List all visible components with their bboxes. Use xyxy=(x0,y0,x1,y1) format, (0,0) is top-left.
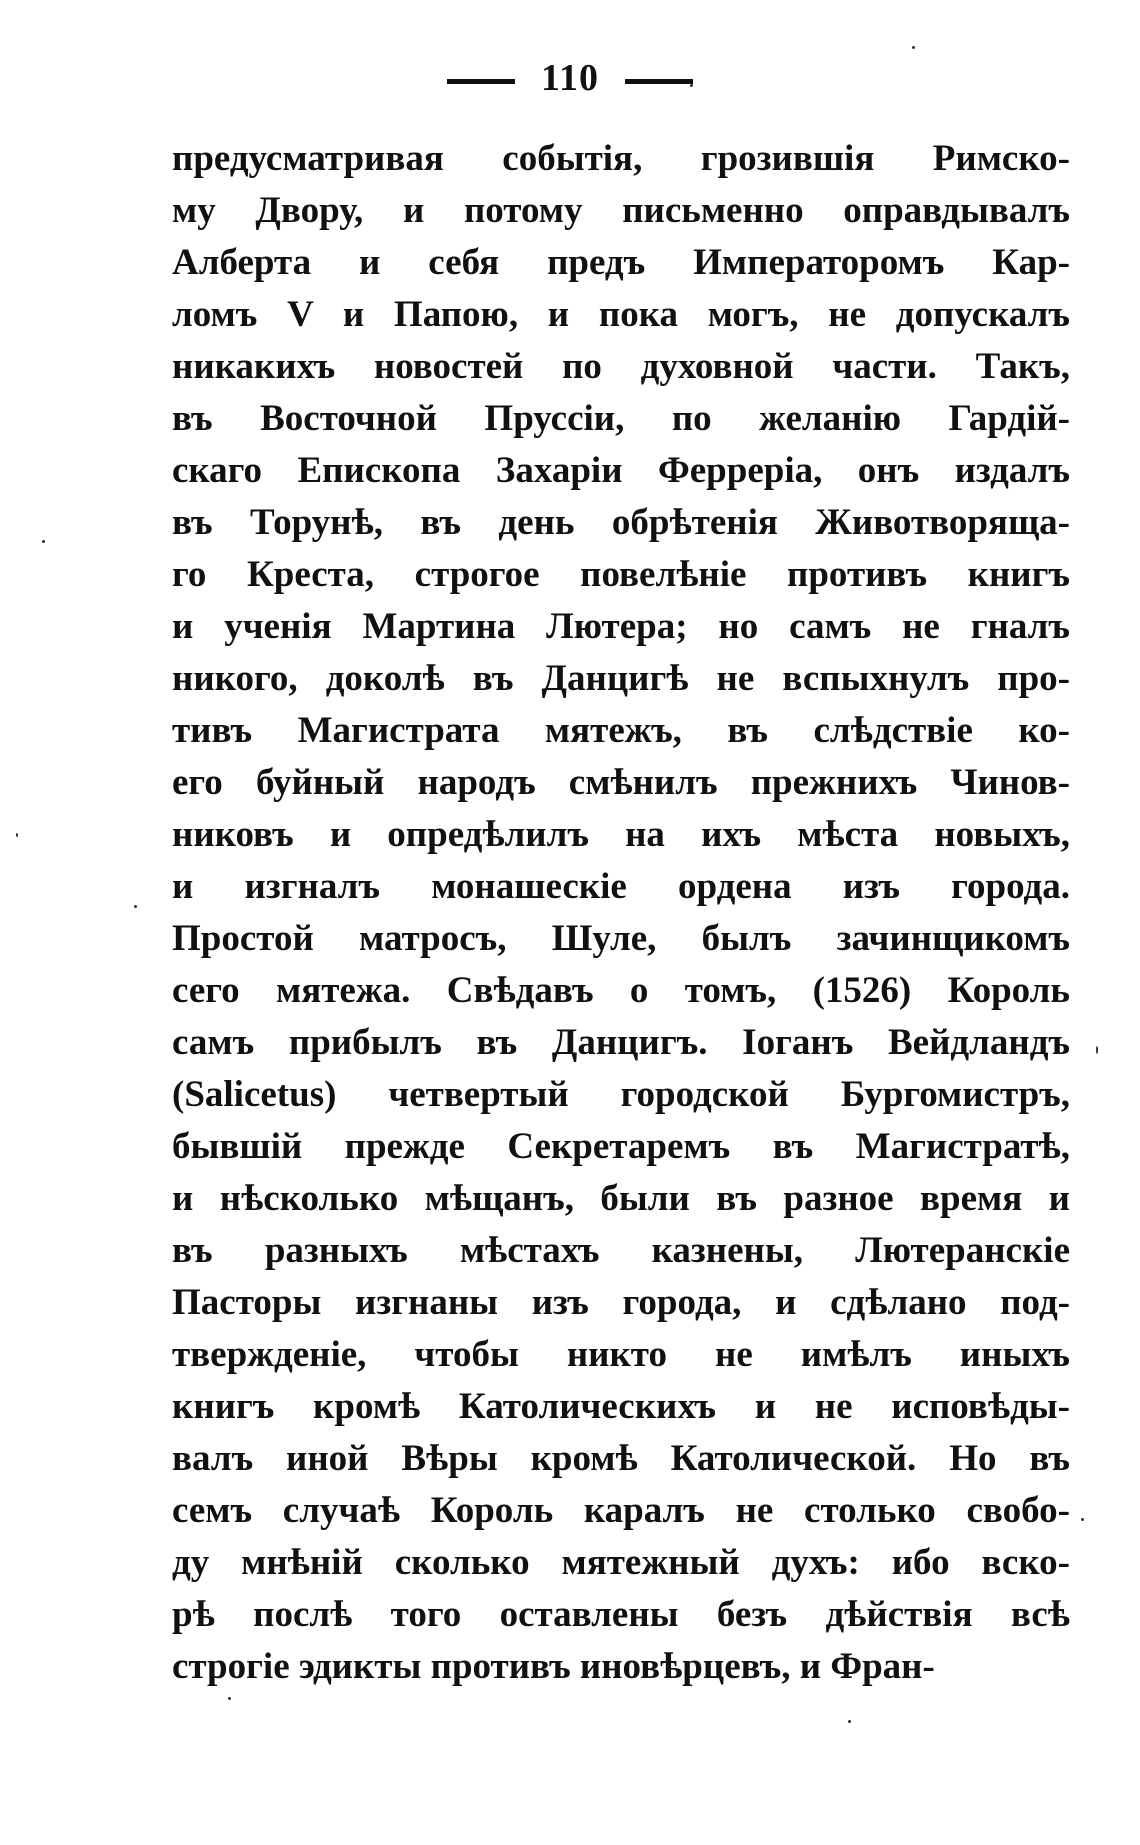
text-line: его буйный народъ смѣнилъ прежнихъ Чинов- xyxy=(172,762,1070,803)
text-line: самъ прибылъ въ Данцигъ. Іоганъ Вейдландъ xyxy=(172,1022,1070,1063)
text-line: книгъ кромѣ Католическихъ и не исповѣды- xyxy=(172,1386,1070,1427)
scan-speck xyxy=(134,905,137,908)
text-line: семъ случаѣ Король каралъ не столько свобо- xyxy=(172,1490,1070,1531)
scan-speck xyxy=(42,540,45,543)
text-line: и нѣсколько мѣщанъ, были въ разное время и xyxy=(172,1178,1070,1219)
text-line: никакихъ новостей по духовной части. Такъ, xyxy=(172,346,1070,387)
scan-speck xyxy=(1096,1046,1098,1054)
text-line: (Salicetus) четвертый городской Бургомистръ, xyxy=(172,1074,1070,1115)
text-line: въ Восточной Пруссіи, по желанію Гардій- xyxy=(172,398,1070,439)
header-dash-left xyxy=(447,79,515,84)
text-line: никого, доколѣ въ Данцигѣ не вспыхнулъ про- xyxy=(172,658,1070,699)
text-line: го Креста, строгое повелѣніе противъ книгъ xyxy=(172,554,1070,595)
text-line: скаго Епископа Захаріи Ферреріа, онъ издалъ xyxy=(172,450,1070,491)
text-line: и изгналъ монашескіе ордена изъ города. xyxy=(172,866,1070,907)
text-line: въ разныхъ мѣстахъ казнены, Лютеранскіе xyxy=(172,1230,1070,1271)
text-line: Алберта и себя предъ Императоромъ Кар- xyxy=(172,242,1070,283)
scan-speck xyxy=(1081,1518,1084,1521)
header-dash-right xyxy=(625,79,693,84)
text-line: ломъ V и Папою, и пока могъ, не допускалъ xyxy=(172,294,1070,335)
text-line: Простой матросъ, Шуле, былъ зачинщикомъ xyxy=(172,918,1070,959)
scan-speck xyxy=(16,833,18,837)
text-line: и ученія Мартина Лютера; но самъ не гналъ xyxy=(172,606,1070,647)
text-line: ду мнѣній сколько мятежный духъ: ибо вско- xyxy=(172,1542,1070,1583)
scan-speck xyxy=(848,1720,851,1723)
page-header xyxy=(0,52,1140,104)
scan-speck xyxy=(228,1697,231,1700)
scan-speck xyxy=(912,46,915,49)
text-line: Пасторы изгнаны изъ города, и сдѣлано под- xyxy=(172,1282,1070,1323)
text-line: му Двору, и потому письменно оправдывалъ xyxy=(172,190,1070,231)
text-line: твержденіе, чтобы никто не имѣлъ иныхъ xyxy=(172,1334,1070,1375)
text-line: никовъ и опредѣлилъ на ихъ мѣста новыхъ, xyxy=(172,814,1070,855)
text-line: строгіе эдикты противъ иновѣрцевъ, и Фран- xyxy=(172,1646,935,1687)
page-number: 110 xyxy=(541,57,599,99)
text-line: сего мятежа. Свѣдавъ о томъ, (1526) Король xyxy=(172,970,1070,1011)
scan-speck xyxy=(690,84,693,87)
text-line: въ Торунѣ, въ день обрѣтенія Животворяща- xyxy=(172,502,1070,543)
body-text xyxy=(172,133,1070,1693)
text-line: предусматривая событія, грозившія Римско- xyxy=(172,138,1070,179)
text-line: рѣ послѣ того оставлены безъ дѣйствія всѣ xyxy=(172,1594,1070,1635)
text-line: валъ иной Вѣры кромѣ Католической. Но въ xyxy=(172,1438,1070,1479)
text-line: тивъ Магистрата мятежъ, въ слѣдствіе ко- xyxy=(172,710,1070,751)
text-line: бывшій прежде Секретаремъ въ Магистратѣ, xyxy=(172,1126,1070,1167)
